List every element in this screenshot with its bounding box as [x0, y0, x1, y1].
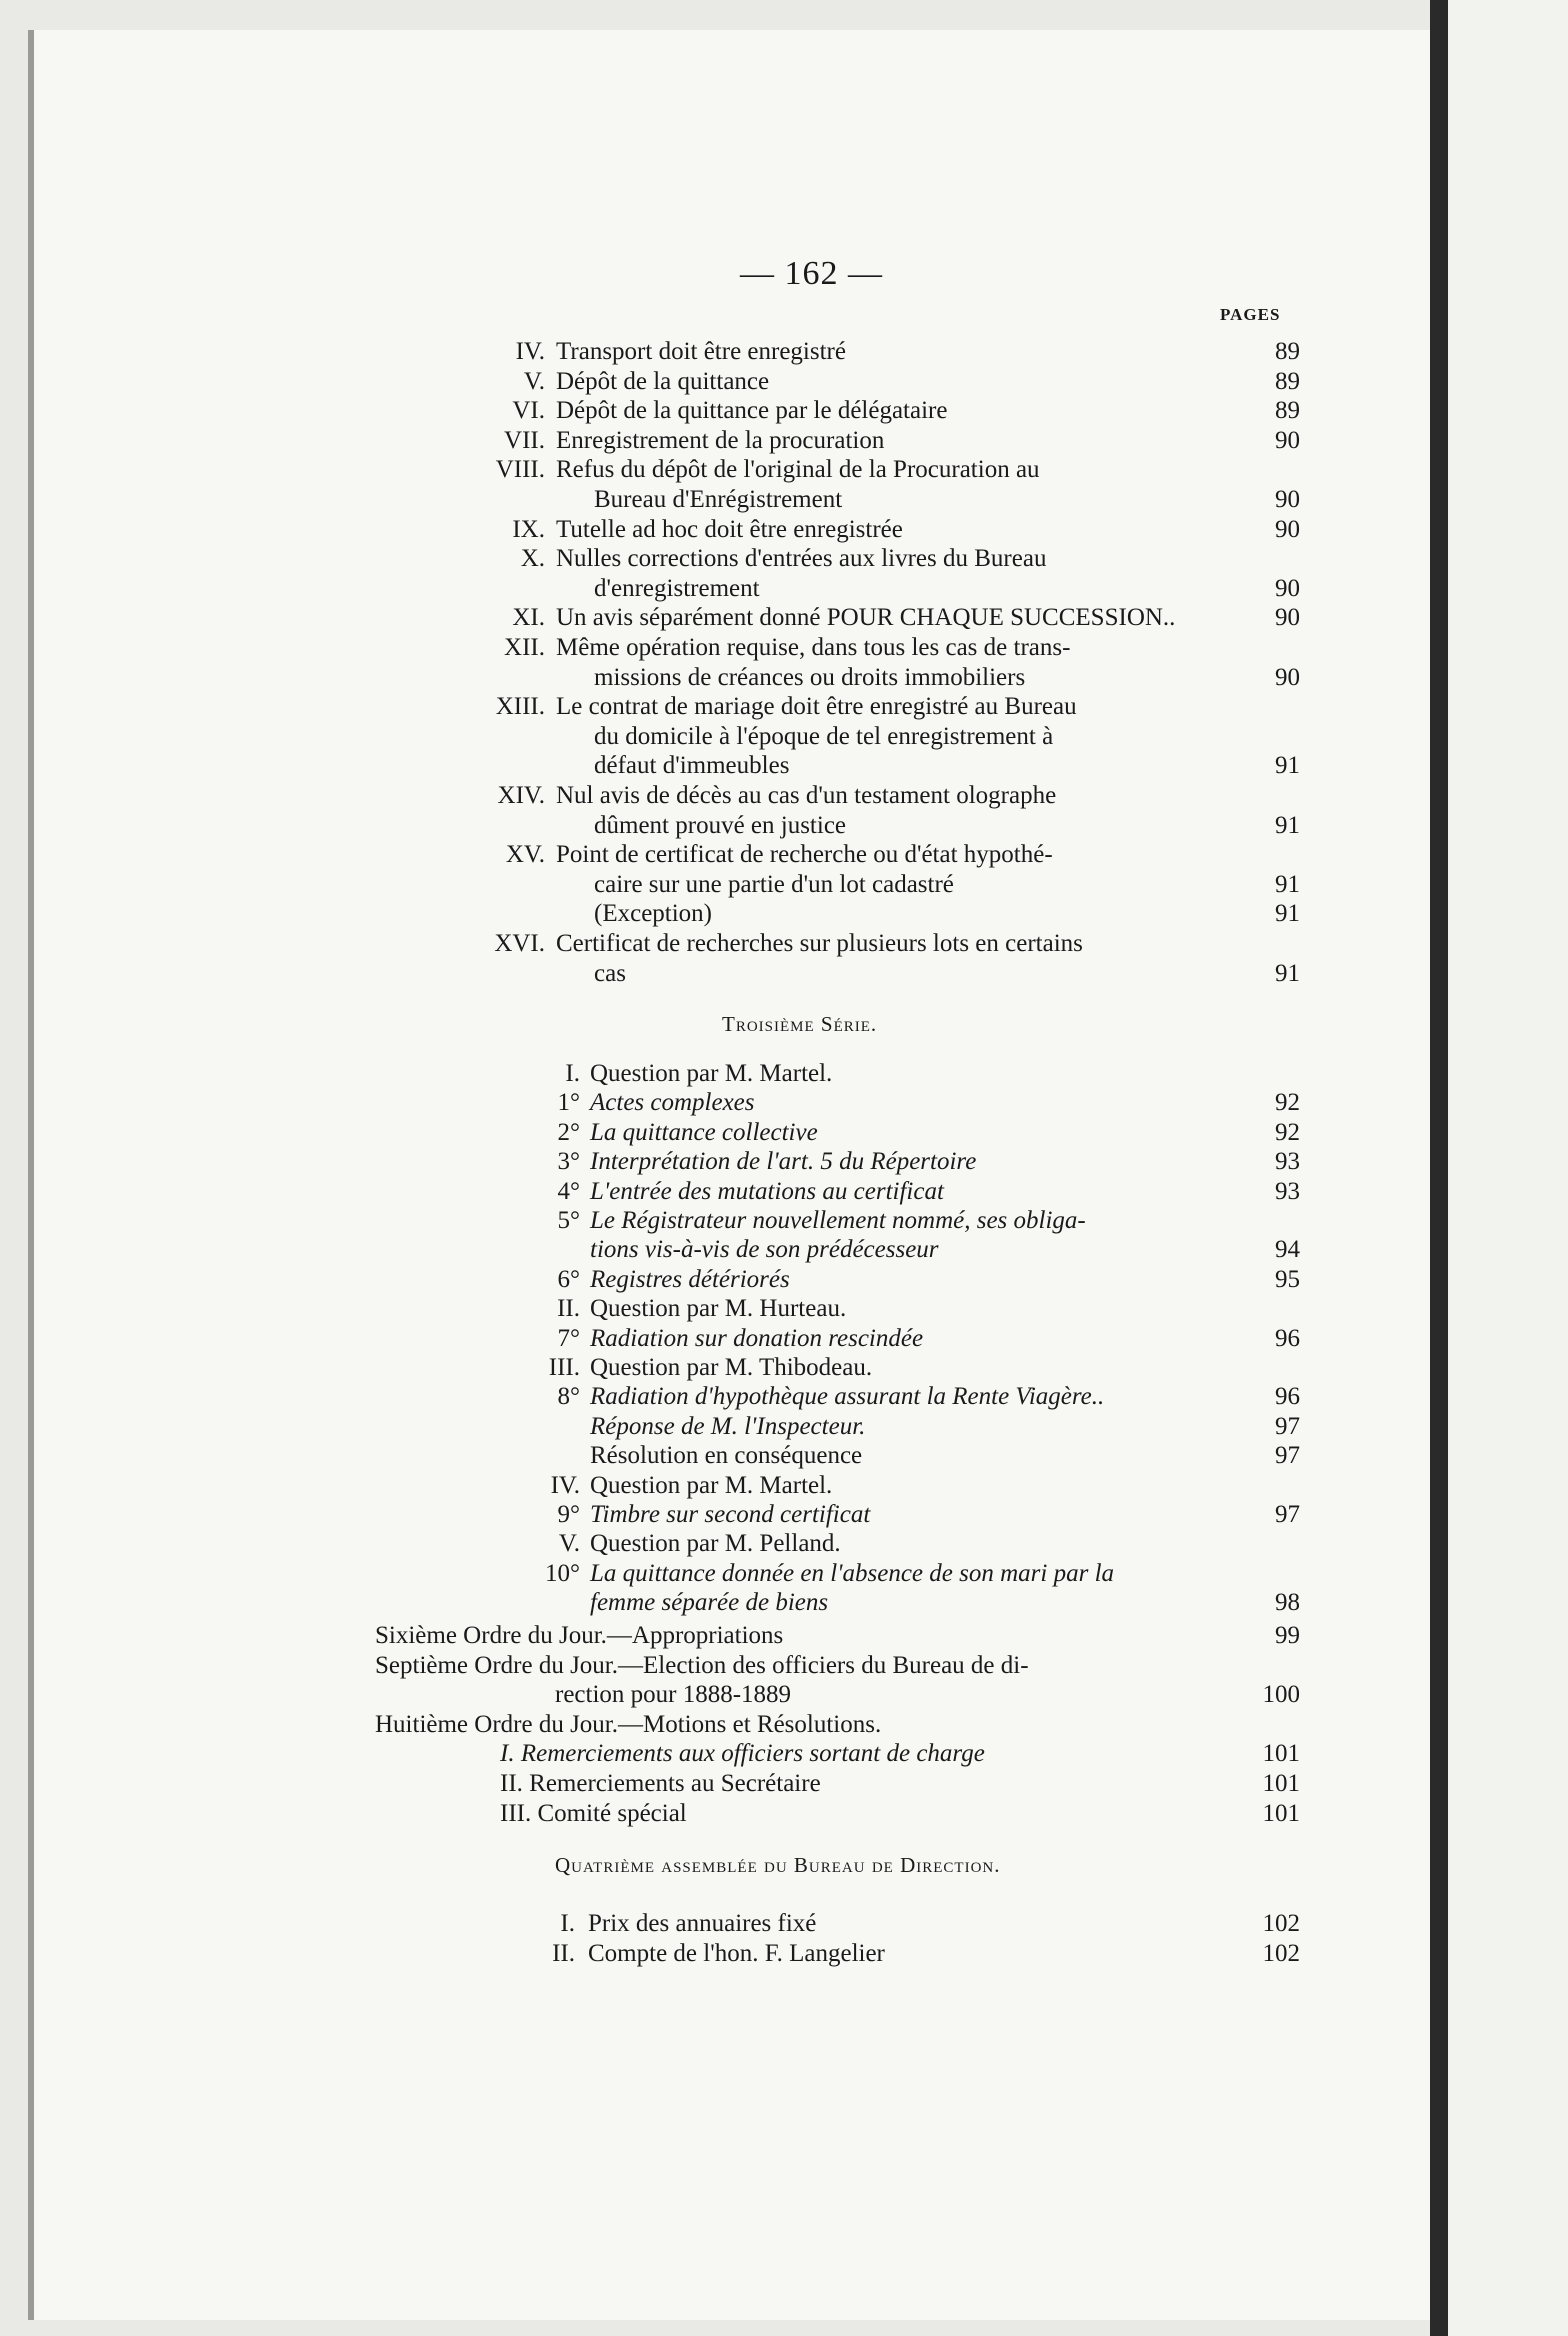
entry-page: 95: [1275, 1265, 1300, 1293]
entry-text: Dépôt de la quittance par le délégataire: [556, 397, 948, 425]
entry-page: 89: [1275, 338, 1300, 365]
entry-text: Interprétation de l'art. 5 du Répertoire: [590, 1148, 977, 1176]
entry-text: Question par M. Thibodeau.: [590, 1354, 873, 1381]
entry-page: 93: [1275, 1148, 1300, 1176]
entry-page: 90: [1275, 663, 1300, 691]
entry-page: 91: [1275, 752, 1300, 780]
entry-page: 90: [1275, 604, 1300, 632]
section-troisieme-serie: Troisième Série.: [722, 1012, 878, 1036]
entry-page: 102: [1262, 1940, 1300, 1967]
entry-text: Point de certificat de recherche ou d'état hypothé-: [556, 841, 1053, 869]
entry-text: Actes complexes: [590, 1089, 755, 1117]
entry-page: 98: [1275, 1589, 1300, 1617]
entry-text: Un avis séparément donné POUR CHAQUE SUCCESSION..: [556, 604, 1176, 632]
entry-text: I. Remerciements aux officiers sortant de charge: [500, 1740, 985, 1768]
entry-text: Tutelle ad hoc doit être enregistrée: [556, 515, 903, 543]
entry-text: Compte de l'hon. F. Langelier: [588, 1940, 885, 1967]
entry-page: 90: [1275, 515, 1300, 543]
entry-text: Le Régistrateur nouvellement nommé, ses obliga-: [590, 1207, 1086, 1234]
entry-page: 90: [1275, 426, 1300, 454]
facing-page-edge: [1448, 0, 1568, 2336]
entry-text: Radiation d'hypothèque assurant la Rente Viagère..: [590, 1383, 1105, 1411]
entry-page: 94: [1275, 1236, 1300, 1264]
entry-page: 91: [1275, 870, 1300, 898]
entry-page: 93: [1275, 1177, 1300, 1205]
entry-text: Même opération requise, dans tous les cas de trans-: [556, 634, 1071, 661]
entry-page: 90: [1275, 574, 1300, 602]
entry-text: Question par M. Pelland.: [590, 1530, 841, 1558]
section-quatrieme-assemblee: Quatrième assemblée du Bureau de Direction.: [555, 1853, 1001, 1877]
entry-text: Réponse de M. l'Inspecteur.: [590, 1412, 866, 1440]
entry-text: cas: [594, 959, 626, 987]
entry-text: défaut d'immeubles: [594, 752, 790, 780]
entry-text: Registres détériorés: [590, 1265, 790, 1293]
entry-text: (Exception): [594, 900, 713, 928]
entry-page: 101: [1262, 1740, 1300, 1768]
entry-page: 97: [1275, 1412, 1300, 1440]
page-gutter: [1430, 0, 1448, 2336]
entry-text: caire sur une partie d'un lot cadastré: [594, 870, 954, 898]
entry-text: II. Remerciements au Secrétaire: [500, 1770, 821, 1797]
entry-page: 91: [1275, 959, 1300, 987]
entry-text: dûment prouvé en justice: [594, 811, 847, 839]
entry-text: Sixième Ordre du Jour.—Appropriations: [375, 1622, 784, 1649]
entry-text: d'enregistrement: [594, 574, 760, 602]
entry-page: 99: [1275, 1622, 1300, 1649]
entry-text: Question par M. Hurteau.: [590, 1295, 847, 1323]
entry-text: Radiation sur donation rescindée: [590, 1324, 924, 1352]
entry-page: 97: [1275, 1442, 1300, 1470]
entry-page: 100: [1262, 1681, 1300, 1709]
entry-page: 91: [1275, 900, 1300, 928]
page-number: — 162 —: [740, 255, 883, 292]
entry-text: du domicile à l'époque de tel enregistrement à: [594, 722, 1054, 750]
entry-page: 92: [1275, 1118, 1300, 1146]
entry-page: 101: [1262, 1799, 1300, 1827]
entry-text: Bureau d'Enrégistrement: [594, 486, 843, 513]
entry-text: tions vis-à-vis de son prédécesseur: [590, 1236, 939, 1264]
pages-column-header: PAGES: [1220, 305, 1281, 324]
entry-page: 91: [1275, 811, 1300, 839]
entry-text: La quittance collective: [590, 1118, 818, 1146]
entry-text: femme séparée de biens: [590, 1589, 829, 1617]
entry-page: 97: [1275, 1501, 1300, 1528]
entry-text: Transport doit être enregistré: [556, 338, 846, 365]
entry-page: 101: [1262, 1770, 1300, 1797]
entry-page: 92: [1275, 1089, 1300, 1117]
entry-text: Timbre sur second certificat: [590, 1501, 871, 1528]
entry-page: 102: [1262, 1910, 1300, 1937]
entry-text: Prix des annuaires fixé: [588, 1910, 817, 1937]
entry-text: Refus du dépôt de l'original de la Procuration au: [556, 456, 1040, 484]
entry-page: 89: [1275, 397, 1300, 425]
entry-text: Septième Ordre du Jour.—Election des officiers du Bureau de di-: [375, 1651, 1029, 1679]
entry-text: Huitième Ordre du Jour.—Motions et Résolutions.: [375, 1710, 882, 1738]
entry-text: Résolution en conséquence: [590, 1442, 863, 1470]
entry-text: Question par M. Martel.: [590, 1060, 833, 1087]
entry-page: 90: [1275, 486, 1300, 513]
entry-text: III. Comité spécial: [500, 1799, 687, 1827]
entry-text: Le contrat de mariage doit être enregistré au Bureau: [556, 693, 1077, 721]
entry-text: Dépôt de la quittance: [556, 367, 770, 395]
entry-text: La quittance donnée en l'absence de son mari par la: [590, 1559, 1115, 1587]
entry-text: Question par M. Martel.: [590, 1471, 833, 1499]
entry-page: 96: [1275, 1324, 1300, 1352]
entry-page: 89: [1275, 367, 1300, 395]
entry-text: missions de créances ou droits immobiliers: [594, 663, 1026, 691]
entry-text: rection pour 1888-1889: [555, 1681, 792, 1709]
entry-text: Certificat de recherches sur plusieurs lots en certains: [556, 930, 1083, 957]
entry-page: 96: [1275, 1383, 1300, 1411]
entry-text: Enregistrement de la procuration: [556, 426, 885, 454]
entry-text: Nulles corrections d'entrées aux livres du Bureau: [556, 545, 1047, 573]
entry-text: L'entrée des mutations au certificat: [590, 1177, 944, 1205]
entry-text: Nul avis de décès au cas d'un testament olographe: [556, 782, 1057, 809]
